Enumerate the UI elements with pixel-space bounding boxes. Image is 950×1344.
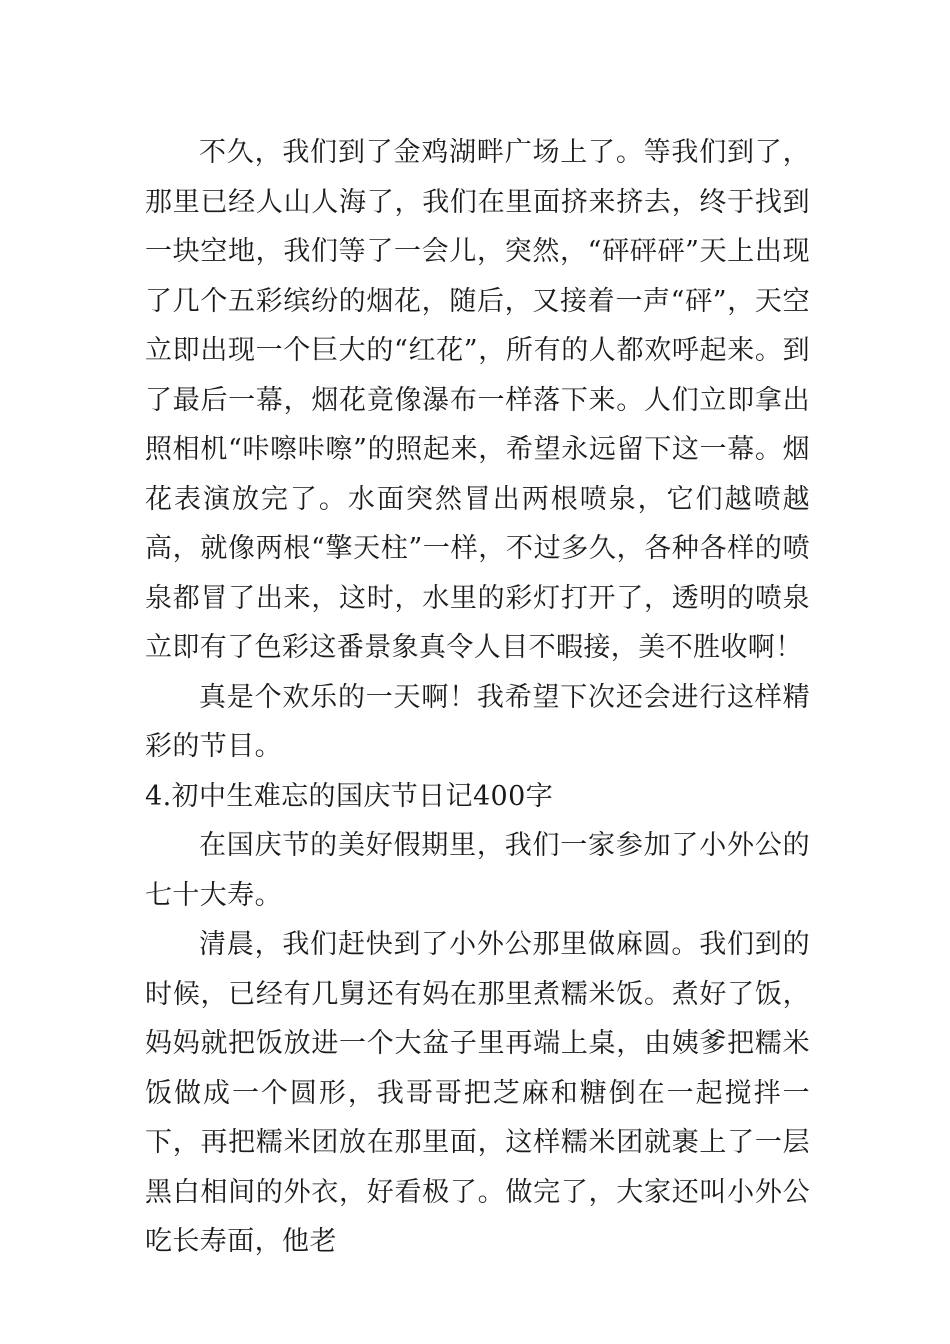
paragraph-birthday: 在国庆节的美好假期里，我们一家参加了小外公的七十大寿。 bbox=[145, 830, 810, 911]
paragraph-happy-day: 真是个欢乐的一天啊！我希望下次还会进行这样精彩的节目。 bbox=[145, 681, 810, 762]
paragraph-fireworks: 不久，我们到了金鸡湖畔广场上了。等我们到了，那里已经人山人海了，我们在里面挤来挤去，终于找到一块空地，我们等了一会儿，突然，“砰砰砰”天上出现了几个五彩缤纷的烟花，随后，又接着一声“砰”，天空立即出现一个巨大的“红花”，所有的人都欢呼起来。到了最后一幕，烟花竟像瀑布一样落下来。人们立即拿出照相机“咔嚓咔嚓”的照起来，希望永远留下这一幕。烟花表演放完了。水面突然冒出两根喷泉，它们越喷越高，就像两根“擎天柱”一样，不过多久，各种各样的喷泉都冒了出来，这时，水里的彩灯打开了，透明的喷泉立即有了色彩这番景象真令人目不暇接，美不胜收啊！ bbox=[145, 137, 810, 663]
paragraph-morning: 清晨，我们赶快到了小外公那里做麻圆。我们到的时候，已经有几舅还有妈在那里煮糯米饭。煮好了饭，妈妈就把饭放进一个大盆子里再端上桌，由姨爹把糯米饭做成一个圆形，我哥哥把芝麻和糖倒在一起搅拌一下，再把糯米团放在那里面，这样糯米团就裹上了一层黑白相间的外衣，好看极了。做完了，大家还叫小外公吃长寿面，他老 bbox=[145, 929, 810, 1257]
document-body bbox=[145, 128, 810, 1267]
section-heading: 4.初中生难忘的国庆节日记400字 bbox=[145, 780, 554, 812]
